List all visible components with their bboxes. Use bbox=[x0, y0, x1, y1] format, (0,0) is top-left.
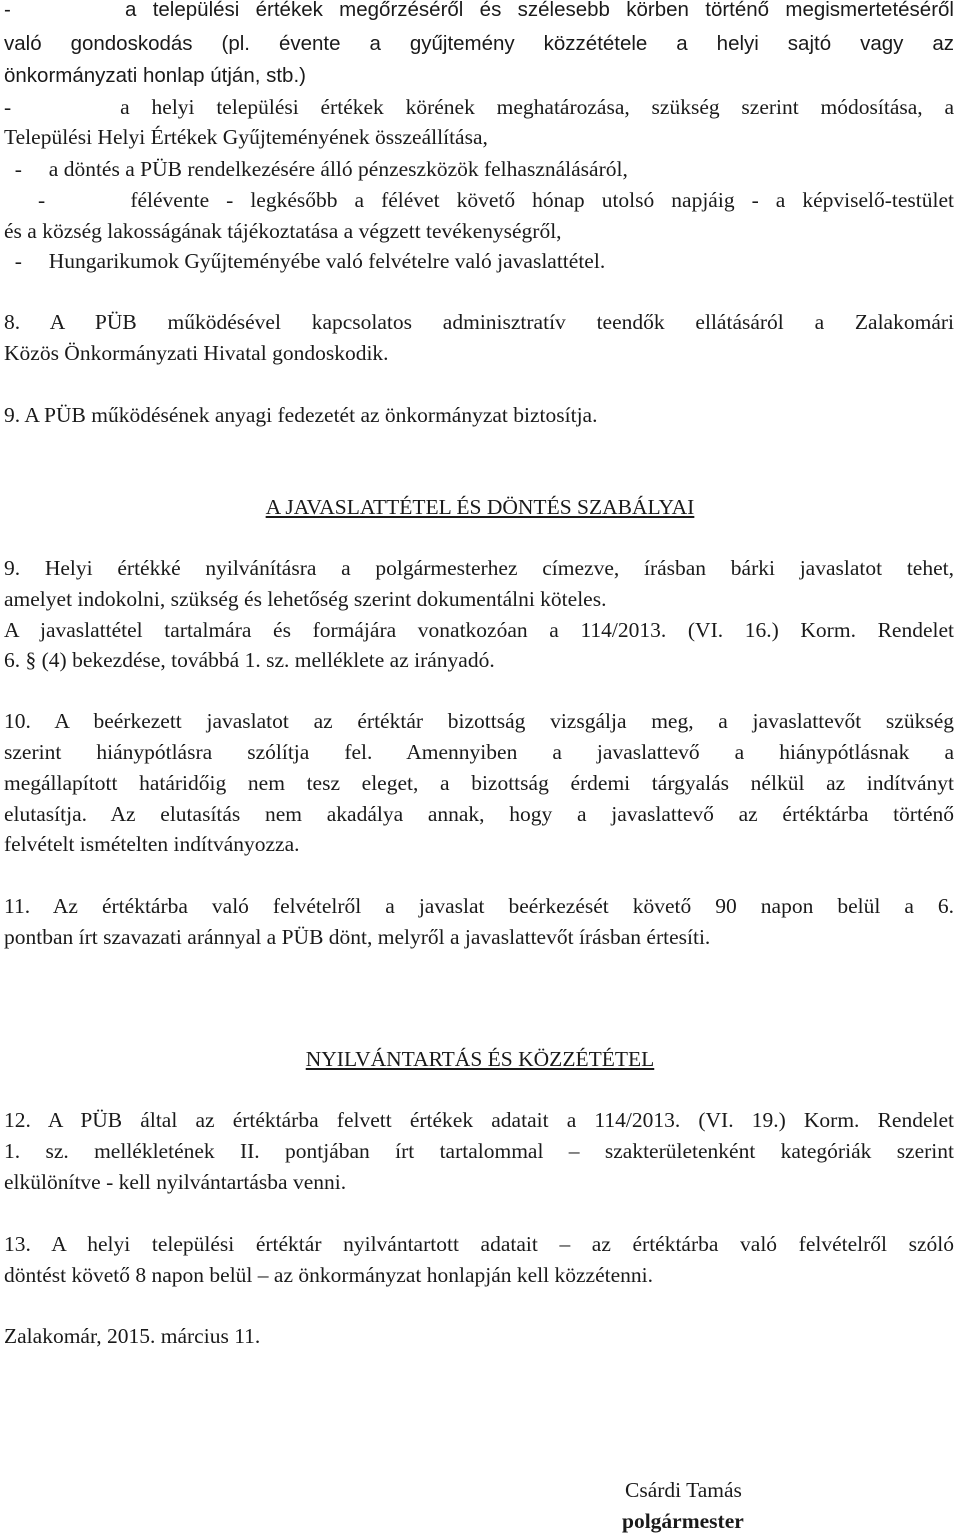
list-b-line-4: - félévente - legkésőbb a félévet követő hónap utolsó napjáig - a képviselő-testület bbox=[4, 188, 954, 212]
paragraph-12-line-2: 1. sz. mellékletének II. pontjában írt tartalommal – szakterületenként kategóriák szerint bbox=[4, 1139, 954, 1163]
paragraph-9b-line-4: 6. § (4) bekezdése, továbbá 1. sz. melléklete az irányadó. bbox=[4, 648, 495, 672]
list-b-line-1: - a helyi települési értékek körének meghatározása, szükség szerint módosítása, a bbox=[4, 95, 954, 119]
paragraph-9b-line-1: 9. Helyi értékké nyilvánításra a polgármesterhez címezve, írásban bárki javaslatot tehet, bbox=[4, 556, 954, 580]
list-b-line-6: - Hungarikumok Gyűjteményébe való felvételre való javaslattétel. bbox=[4, 249, 606, 273]
list-a-line-2: való gondoskodás (pl. évente a gyűjtemény közzététele a helyi sajtó vagy az bbox=[4, 32, 954, 55]
paragraph-12-line-3: elkülönítve - kell nyilvántartásba venni. bbox=[4, 1170, 347, 1194]
paragraph-9a: 9. A PÜB működésének anyagi fedezetét az önkormányzat biztosítja. bbox=[4, 403, 598, 427]
signature-title: polgármester bbox=[622, 1509, 744, 1533]
section-heading-javaslattetel: A JAVASLATTÉTEL ÉS DÖNTÉS SZABÁLYAI bbox=[265, 495, 695, 519]
paragraph-9b-line-3: A javaslattétel tartalmára és formájára vonatkozóan a 114/2013. (VI. 16.) Korm. Rendelet bbox=[4, 618, 954, 642]
list-b-line-2: Települési Helyi Értékek Gyűjteményének összeállítása, bbox=[4, 125, 488, 149]
paragraph-13-line-2: döntést követő 8 napon belül – az önkormányzat honlapján kell közzétenni. bbox=[4, 1263, 653, 1287]
paragraph-11-line-1: 11. Az értéktárba való felvételről a javaslat beérkezését követő 90 napon belül a 6. bbox=[4, 894, 954, 918]
paragraph-12-line-1: 12. A PÜB által az értéktárba felvett értékek adatait a 114/2013. (VI. 19.) Korm. Rendelet bbox=[4, 1108, 954, 1132]
list-a-line-1: - a települési értékek megőrzéséről és szélesebb körben történő megismertetéséről bbox=[4, 0, 954, 21]
paragraph-8-line-2: Közös Önkormányzati Hivatal gondoskodik. bbox=[4, 341, 389, 365]
list-a-line-3: önkormányzati honlap útján, stb.) bbox=[4, 64, 306, 87]
paragraph-10-line-2: szerint hiánypótlásra szólítja fel. Amennyiben a javaslattevő a hiánypótlásnak a bbox=[4, 740, 954, 764]
paragraph-10-line-5: felvételt ismételten indítványozza. bbox=[4, 832, 300, 856]
paragraph-10-line-4: elutasítja. Az elutasítás nem akadálya annak, hogy a javaslattevő az értéktárba történő bbox=[4, 802, 954, 826]
signature-name: Csárdi Tamás bbox=[625, 1478, 742, 1502]
paragraph-11-line-2: pontban írt szavazati aránnyal a PÜB dönt, melyről a javaslattevőt írásban értesíti. bbox=[4, 925, 711, 949]
paragraph-13-line-1: 13. A helyi települési értéktár nyilvántartott adatait – az értéktárba való felvételről szóló bbox=[4, 1232, 954, 1256]
paragraph-9b-line-2: amelyet indokolni, szükség és lehetőség szerint dokumentálni köteles. bbox=[4, 587, 607, 611]
paragraph-10-line-1: 10. A beérkezett javaslatot az értéktár bizottság vizsgálja meg, a javaslattevőt szükség bbox=[4, 709, 954, 733]
list-b-line-3: - a döntés a PÜB rendelkezésére álló pénzeszközök felhasználásáról, bbox=[4, 157, 628, 181]
place-and-date: Zalakomár, 2015. március 11. bbox=[4, 1324, 261, 1348]
section-heading-nyilvantartas: NYILVÁNTARTÁS ÉS KÖZZÉTÉTEL bbox=[305, 1047, 655, 1071]
paragraph-10-line-3: megállapított határidőig nem tesz eleget, a bizottság érdemi tárgyalás nélkül az indítványt bbox=[4, 771, 954, 795]
paragraph-8-line-1: 8. A PÜB működésével kapcsolatos adminisztratív teendők ellátásáról a Zalakomári bbox=[4, 310, 954, 334]
list-b-line-5: és a község lakosságának tájékoztatása a végzett tevékenységről, bbox=[4, 219, 562, 243]
